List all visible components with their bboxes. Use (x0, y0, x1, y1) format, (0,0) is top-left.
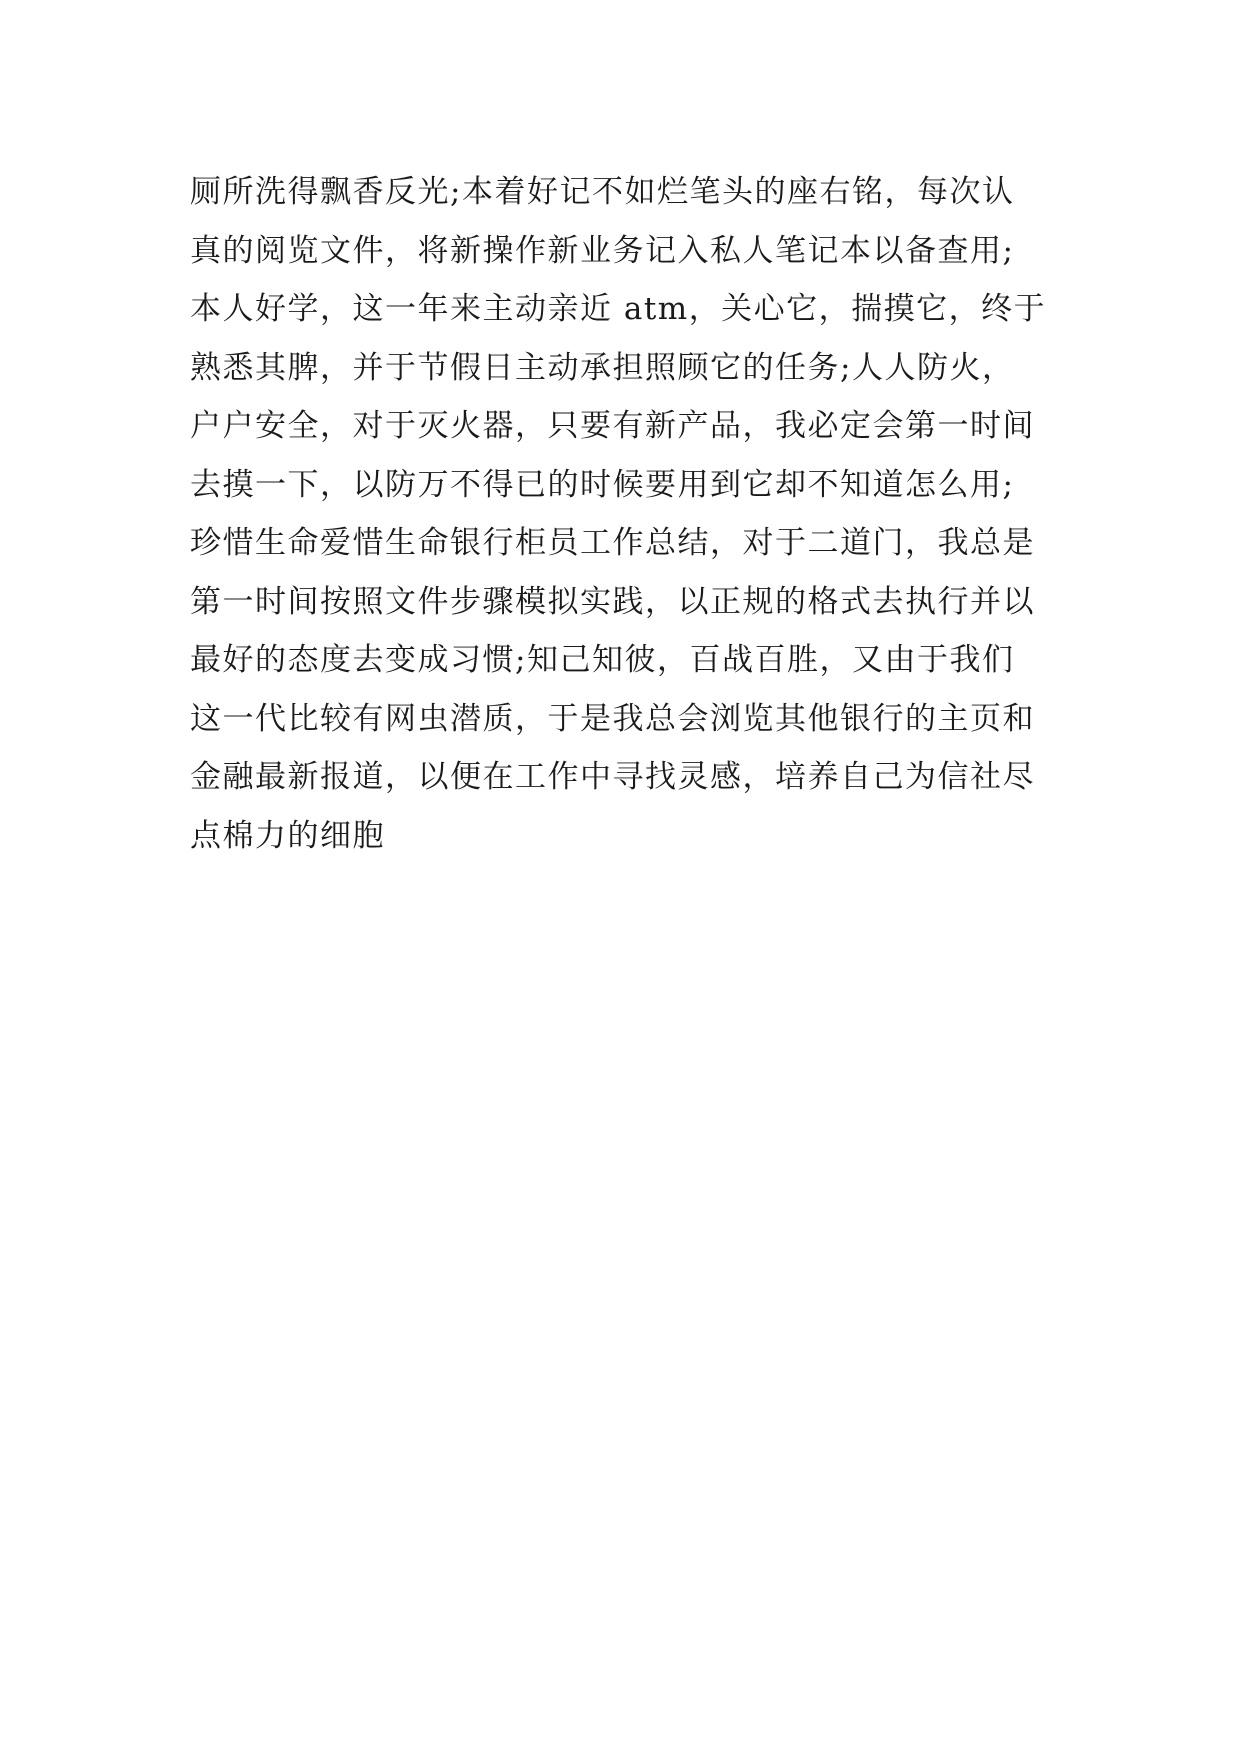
body-paragraph (190, 163, 1070, 865)
text-line: 最好的态度去变成习惯;知己知彼，百战百胜，又由于我们 (190, 642, 1015, 678)
text-line: 本人好学，这一年来主动亲近 atm，关心它，揣摸它，终于 (190, 291, 1047, 327)
text-line: 第一时间按照文件步骤模拟实践，以正规的格式去执行并以 (190, 583, 1035, 620)
text-line: 熟悉其脾，并于节假日主动承担照顾它的任务;人人防火， (190, 349, 1015, 386)
text-line: 户户安全，对于灭火器，只要有新产品，我必定会第一时间 (190, 408, 1035, 444)
text-line: 真的阅览文件，将新操作新业务记入私人笔记本以备查用; (190, 232, 1015, 269)
text-line: 去摸一下，以防万不得已的时候要用到它却不知道怎么用; (190, 466, 1015, 503)
text-line: 厕所洗得飘香反光;本着好记不如烂笔头的座右铭，每次认 (190, 174, 1015, 210)
text-line: 珍惜生命爱惜生命银行柜员工作总结，对于二道门，我总是 (190, 525, 1035, 561)
text-line: 点棉力的细胞 (190, 817, 385, 854)
text-line: 这一代比较有网虫潜质，于是我总会浏览其他银行的主页和 (190, 700, 1035, 737)
text-line: 金融最新报道，以便在工作中寻找灵感，培养自己为信社尽 (190, 759, 1035, 795)
